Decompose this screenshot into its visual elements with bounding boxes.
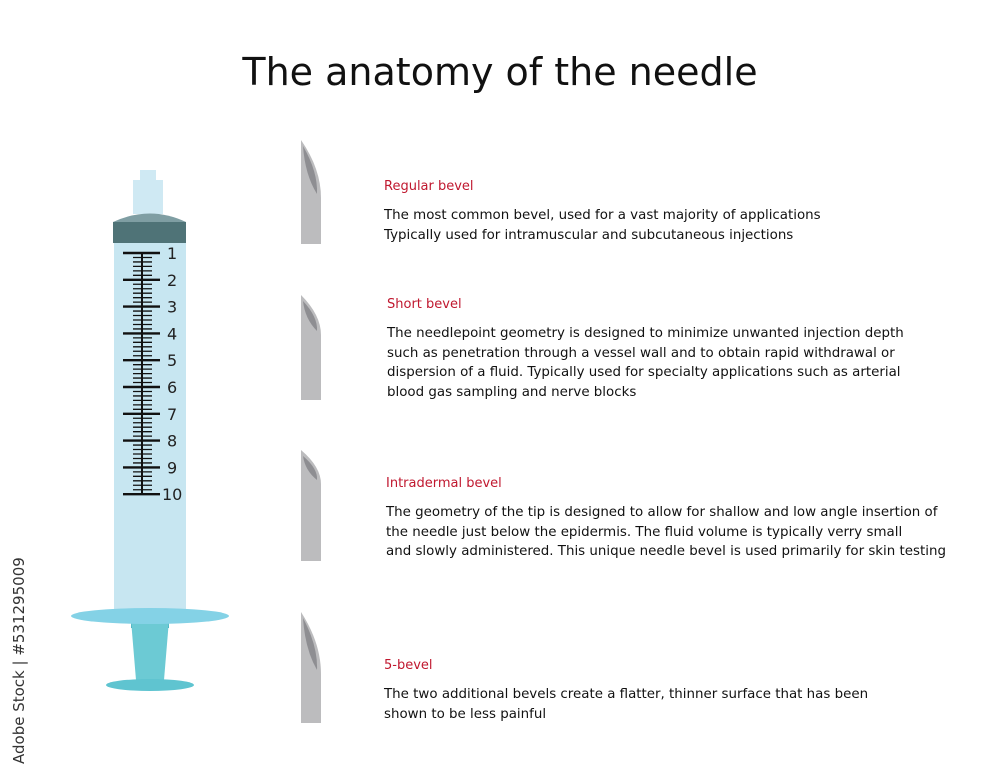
needle-shaft [301, 295, 321, 400]
needle-2 [301, 295, 321, 400]
needle-1 [301, 140, 321, 244]
bevel-intradermal [386, 476, 946, 562]
bevel-heading: Regular bevel [384, 179, 474, 194]
needles [301, 140, 321, 723]
watermark-credit: Adobe Stock | #531295009 [10, 557, 28, 764]
bevel-description: The geometry of the tip is designed to allow for shallow and low angle insertion of the needle just below the epidermis. The fluid volume is typically verry small and slowly administered. This unique needle bevel is used primarily for skin testing [386, 505, 946, 559]
bevel-heading: Short bevel [387, 297, 462, 312]
bevel-5 [384, 658, 868, 724]
needle-shaft [301, 612, 321, 723]
bevel-regular [384, 179, 821, 245]
scale-label: 7 [167, 404, 178, 424]
scale-label: 1 [167, 244, 178, 263]
bevel-heading: Intradermal bevel [386, 476, 502, 491]
syringe-cap [113, 222, 186, 243]
syringe-nozzle [133, 180, 163, 214]
plunger-thumb-rest [106, 679, 194, 691]
bevel-description: The two additional bevels create a flatter, thinner surface that has been shown to be less painful [384, 687, 869, 722]
bevel-description: The needlepoint geometry is designed to minimize unwanted injection depth such as penetration through a vessel wall and to obtain rapid withdrawal or dispersion of a fluid. Typically used for specialty applications such as arterial blood gas sampling and nerve blocks [387, 326, 904, 400]
scale-label: 3 [167, 297, 178, 317]
bevel-heading: 5-bevel [384, 658, 433, 673]
scale-label: 9 [167, 458, 178, 478]
scale-label: 4 [167, 324, 178, 344]
scale-label: 6 [167, 378, 178, 397]
bevel-short [387, 297, 904, 402]
syringe-cap-top [113, 214, 186, 223]
scale-label: 2 [167, 270, 178, 290]
needle-4 [301, 612, 321, 723]
bevel-description: The most common bevel, used for a vast majority of applications Typically used for intramuscular and subcutaneous injections [384, 208, 821, 243]
page-title: The anatomy of the needle [242, 50, 758, 94]
finger-flange [71, 608, 229, 624]
needle-3 [301, 450, 321, 561]
scale-label: 5 [167, 351, 178, 371]
scale-label: 10 [162, 485, 183, 505]
syringe [71, 170, 229, 691]
plunger-stem [131, 620, 169, 680]
scale-label: 8 [167, 431, 178, 451]
